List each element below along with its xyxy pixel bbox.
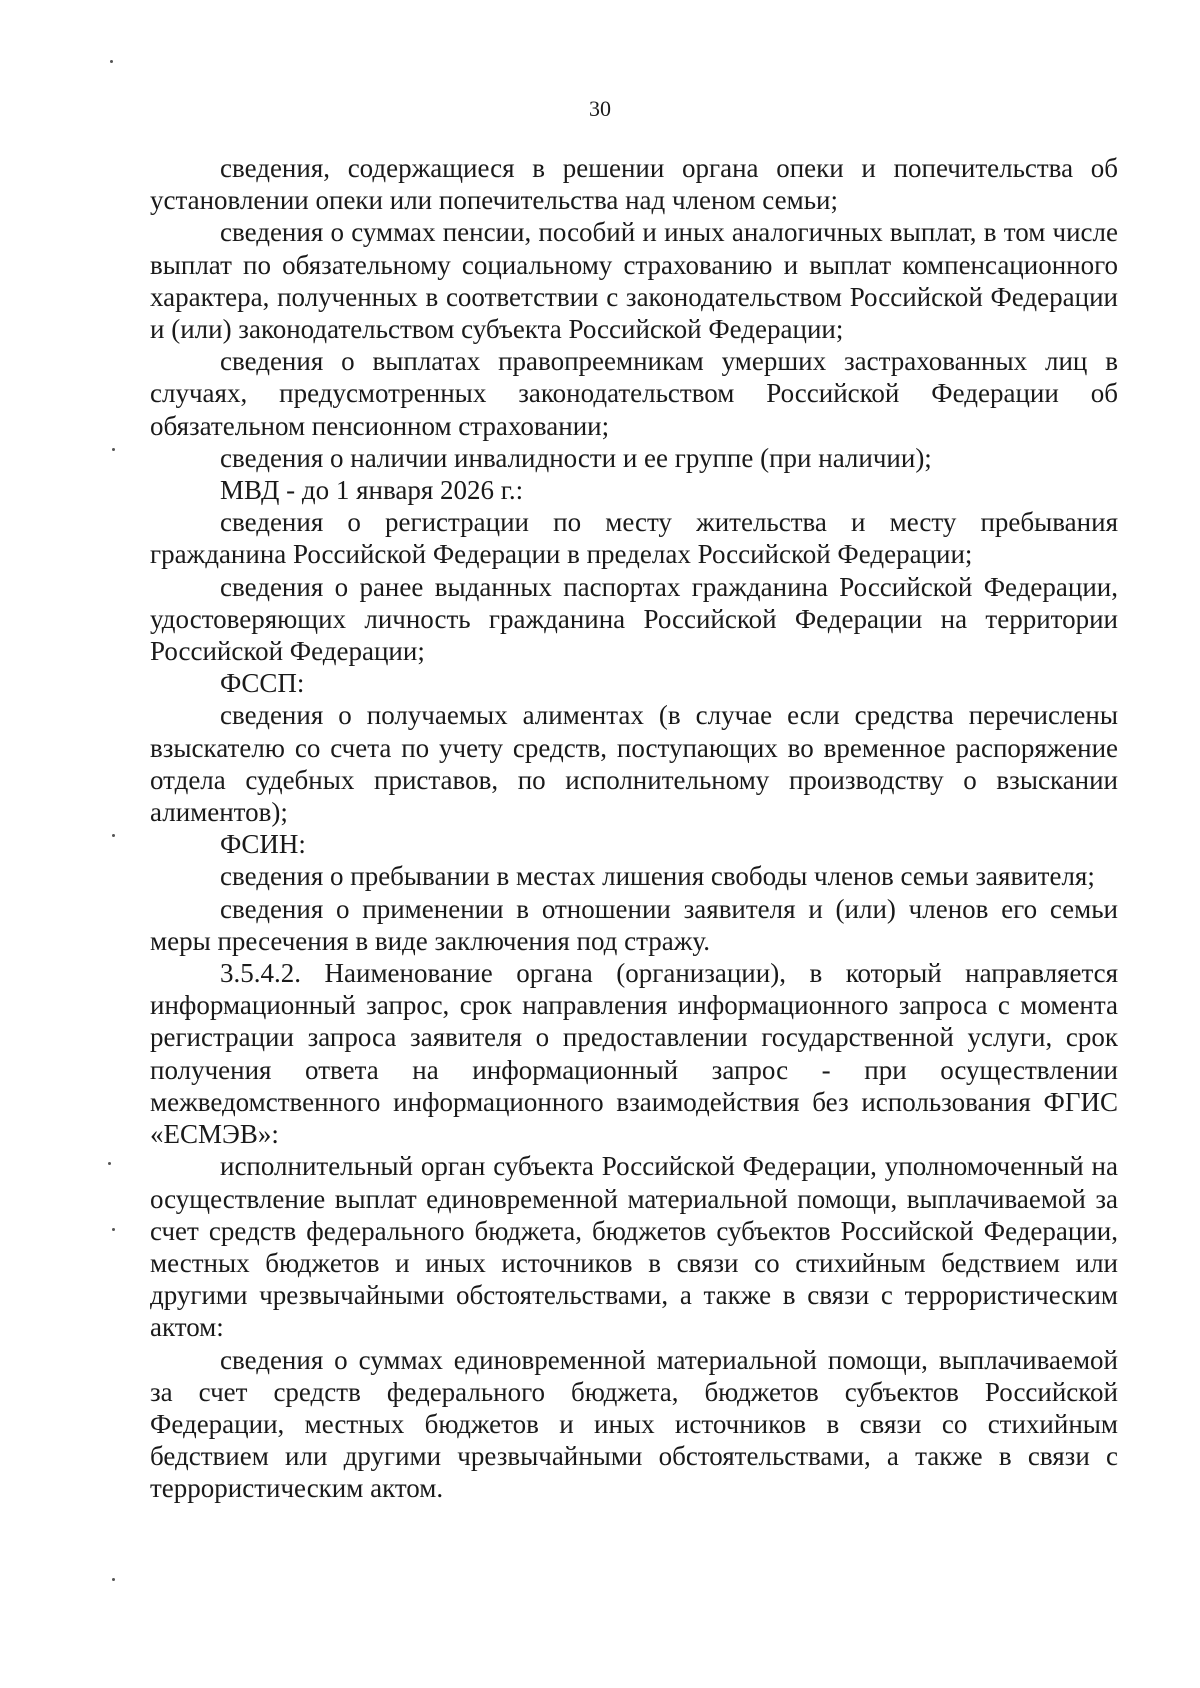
scan-mark (112, 1228, 115, 1231)
paragraph: сведения о применении в отношении заявителя и (или) членов его семьи меры пресечения в виде заключения под стражу. (150, 893, 1118, 956)
paragraph: сведения о получаемых алиментах (в случае если средства перечислены взыскателю со счета по учету средств, поступающих во временное распоряжение отдела судебных приставов, по исполнительному производству о взыскании алиментов); (150, 700, 1118, 828)
paragraph: исполнительный орган субъекта Российской Федерации, уполномоченный на осуществление выплат единовременной материальной помощи, выплачиваемой за счет средств федерального бюджета, бюджетов субъектов Российской Федерации, местных бюджетов и иных источников в связи со стихийным бедствием или другими чрезвычайными обстоятельствами, а также в связи с террористическим актом: (150, 1151, 1118, 1343)
paragraph: сведения о выплатах правопреемникам умерших застрахованных лиц в случаях, предусмотренных законодательством Российской Федерации об обязательном пенсионном страховании; (150, 346, 1118, 441)
section-heading: ФСИН: (220, 829, 306, 860)
paragraph: сведения о суммах единовременной материальной помощи, выплачиваемой за счет средств федерального бюджета, бюджетов субъектов Российской Федерации, местных бюджетов и иных источников в связи со стихийным бедствием или другими чрезвычайными обстоятельствами, а также в связи с террористическим актом. (150, 1344, 1118, 1504)
scan-mark (112, 1578, 115, 1581)
scan-mark (112, 448, 115, 451)
page-number: 30 (589, 96, 611, 121)
document-body (150, 152, 1118, 1505)
paragraph: сведения о регистрации по месту жительства и месту пребывания гражданина Российской Федерации в пределах Российской Федерации; (150, 507, 1118, 570)
paragraph: сведения, содержащиеся в решении органа опеки и попечительства об установлении опеки или попечительства над членом семьи; (150, 153, 1118, 216)
paragraph: сведения о ранее выданных паспортах гражданина Российской Федерации, удостоверяющих личность гражданина Российской Федерации на территории Российской Федерации; (150, 571, 1118, 667)
scan-mark (112, 834, 115, 837)
paragraph: сведения о пребывании в местах лишения свободы членов семьи заявителя; (220, 861, 1095, 892)
scan-mark (110, 60, 113, 63)
paragraph: сведения о наличии инвалидности и ее группе (при наличии); (220, 442, 932, 473)
paragraph: сведения о суммах пенсии, пособий и иных аналогичных выплат, в том числе выплат по обязательному социальному страхованию и выплат компенсационного характера, полученных в соответствии с законодательством Российской Федерации и (или) законодательством субъекта Российской Федерации; (150, 217, 1118, 345)
section-heading: ФССП: (220, 668, 305, 699)
scan-mark (108, 1162, 111, 1165)
section-heading: МВД - до 1 января 2026 г.: (220, 475, 524, 506)
clause-paragraph: 3.5.4.2. Наименование органа (организации), в который направляется информационный запрос, срок направления информационного запроса с момента регистрации запроса заявителя о предоставлении государственной услуги, срок получения ответа на информационный запрос - при осуществлении межведомственного информационного взаимодействия без использования ФГИС «ЕСМЭВ»: (150, 958, 1118, 1150)
